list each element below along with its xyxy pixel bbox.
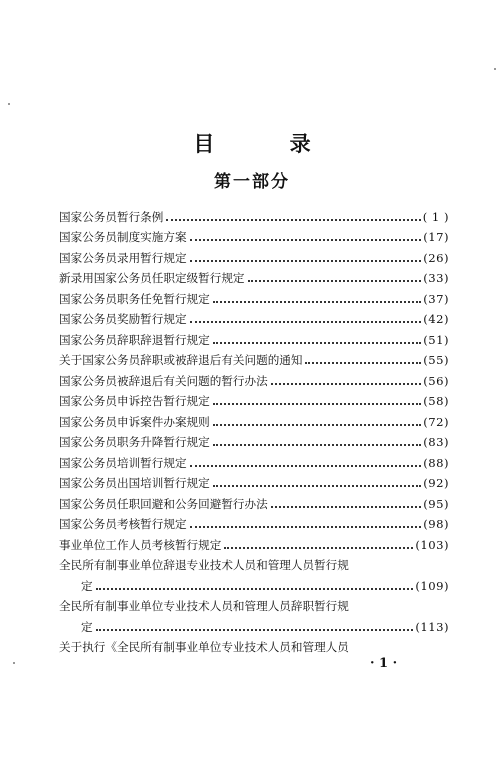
toc-entry[interactable] <box>59 490 449 511</box>
toc-entry-title: 国家公务员辞职辞退暂行规定 <box>59 332 210 347</box>
toc-entry[interactable] <box>59 408 449 429</box>
toc-entry-partial[interactable] <box>59 634 449 655</box>
toc-entry[interactable] <box>59 367 449 388</box>
scan-speck <box>8 103 10 105</box>
toc-entry-title: 全民所有制事业单位专业技术人员和管理人员辞职暂行规 <box>59 599 349 613</box>
toc-entry-page: (17) <box>423 230 449 244</box>
toc-entry-page: (88) <box>423 455 449 470</box>
toc-entry-wrapped-line1[interactable] <box>59 593 449 614</box>
toc-entry[interactable] <box>59 531 449 552</box>
toc-entry-wrapped-line2[interactable] <box>59 613 449 634</box>
page-number: · 1 · <box>370 656 398 671</box>
leader-dots <box>213 301 421 303</box>
toc-entry-title: 国家公务员申诉控告暂行规定 <box>59 394 210 408</box>
leader-dots <box>271 383 421 385</box>
toc-entry-page: (51) <box>423 332 449 347</box>
toc-entry-title: 全民所有制事业单位辞退专业技术人员和管理人员暂行规 <box>59 558 349 572</box>
toc-entry-wrapped-line2[interactable] <box>59 572 449 593</box>
leader-dots <box>190 321 422 323</box>
page-title: 目 录 <box>193 131 345 156</box>
scan-speck <box>494 68 496 70</box>
toc-entry-title: 国家公务员申诉案件办案规则 <box>59 414 210 429</box>
toc-entry-page: (98) <box>423 517 449 531</box>
toc-entry-title: 国家公务员考核暂行规定 <box>59 517 187 531</box>
toc-entry-page: (55) <box>423 353 449 367</box>
leader-dots <box>190 465 422 467</box>
toc-entry[interactable] <box>59 244 449 265</box>
toc-entry-page: (26) <box>423 250 449 265</box>
toc-entry-title-continued: 定 <box>81 619 93 634</box>
leader-dots <box>190 526 422 528</box>
toc-entry-page: (58) <box>423 394 449 408</box>
toc-entry[interactable] <box>59 306 449 327</box>
leader-dots <box>271 506 421 508</box>
toc-entry-page: (103) <box>415 537 449 552</box>
leader-dots <box>305 362 421 364</box>
toc-entry[interactable] <box>59 203 449 224</box>
leader-dots <box>213 444 421 446</box>
toc-entry-wrapped-line1[interactable] <box>59 552 449 573</box>
toc-entry-title: 国家公务员职务任免暂行规定 <box>59 291 210 306</box>
toc-entry-page: (109) <box>415 578 449 593</box>
part-heading: 第一部分 <box>214 172 290 192</box>
toc-entry[interactable] <box>59 429 449 450</box>
toc-entry[interactable] <box>59 347 449 368</box>
toc-entry[interactable] <box>59 449 449 470</box>
toc-entry[interactable] <box>59 265 449 286</box>
toc-entry-title: 国家公务员职务升降暂行规定 <box>59 435 210 449</box>
toc-entry-page: ( 1 ) <box>422 209 449 224</box>
toc-entry-page: (95) <box>423 496 449 511</box>
table-of-contents <box>59 203 449 654</box>
toc-entry[interactable] <box>59 511 449 532</box>
toc-entry-page: (37) <box>423 291 449 306</box>
toc-entry-title: 事业单位工作人员考核暂行规定 <box>59 537 222 552</box>
toc-entry[interactable] <box>59 470 449 491</box>
toc-entry-title: 国家公务员制度实施方案 <box>59 230 187 244</box>
toc-entry-title: 国家公务员出国培训暂行规定 <box>59 476 210 490</box>
toc-entry-title: 国家公务员奖励暂行规定 <box>59 312 187 326</box>
scan-speck <box>13 662 15 664</box>
toc-entry-title: 国家公务员任职回避和公务回避暂行办法 <box>59 496 268 511</box>
toc-entry-page: (42) <box>423 312 449 326</box>
leader-dots <box>213 424 421 426</box>
toc-entry-title-continued: 定 <box>81 578 93 593</box>
leader-dots <box>248 280 422 282</box>
leader-dots <box>96 588 414 590</box>
toc-entry[interactable] <box>59 224 449 245</box>
leader-dots <box>166 219 420 221</box>
toc-entry[interactable] <box>59 285 449 306</box>
leader-dots <box>190 239 422 241</box>
toc-entry-page: (72) <box>423 414 449 429</box>
toc-entry-page: (33) <box>423 271 449 285</box>
toc-entry-page: (83) <box>423 435 449 449</box>
leader-dots <box>190 260 422 262</box>
leader-dots <box>96 629 414 631</box>
toc-entry-title: 国家公务员暂行条例 <box>59 209 164 224</box>
toc-entry-title: 新录用国家公务员任职定级暂行规定 <box>59 271 245 285</box>
toc-entry-page: (113) <box>415 619 449 634</box>
leader-dots <box>213 485 421 487</box>
leader-dots <box>224 547 413 549</box>
toc-entry-title: 国家公务员录用暂行规定 <box>59 250 187 265</box>
leader-dots <box>213 403 421 405</box>
toc-entry-title: 关于国家公务员辞职或被辞退后有关问题的通知 <box>59 353 303 367</box>
toc-entry-page: (92) <box>423 476 449 490</box>
toc-entry-page: (56) <box>423 373 449 388</box>
toc-entry[interactable] <box>59 326 449 347</box>
leader-dots <box>213 342 421 344</box>
toc-entry-title: 国家公务员被辞退后有关问题的暂行办法 <box>59 373 268 388</box>
toc-entry-title: 关于执行《全民所有制事业单位专业技术人员和管理人员 <box>59 640 349 654</box>
toc-entry-title: 国家公务员培训暂行规定 <box>59 455 187 470</box>
toc-entry[interactable] <box>59 388 449 409</box>
